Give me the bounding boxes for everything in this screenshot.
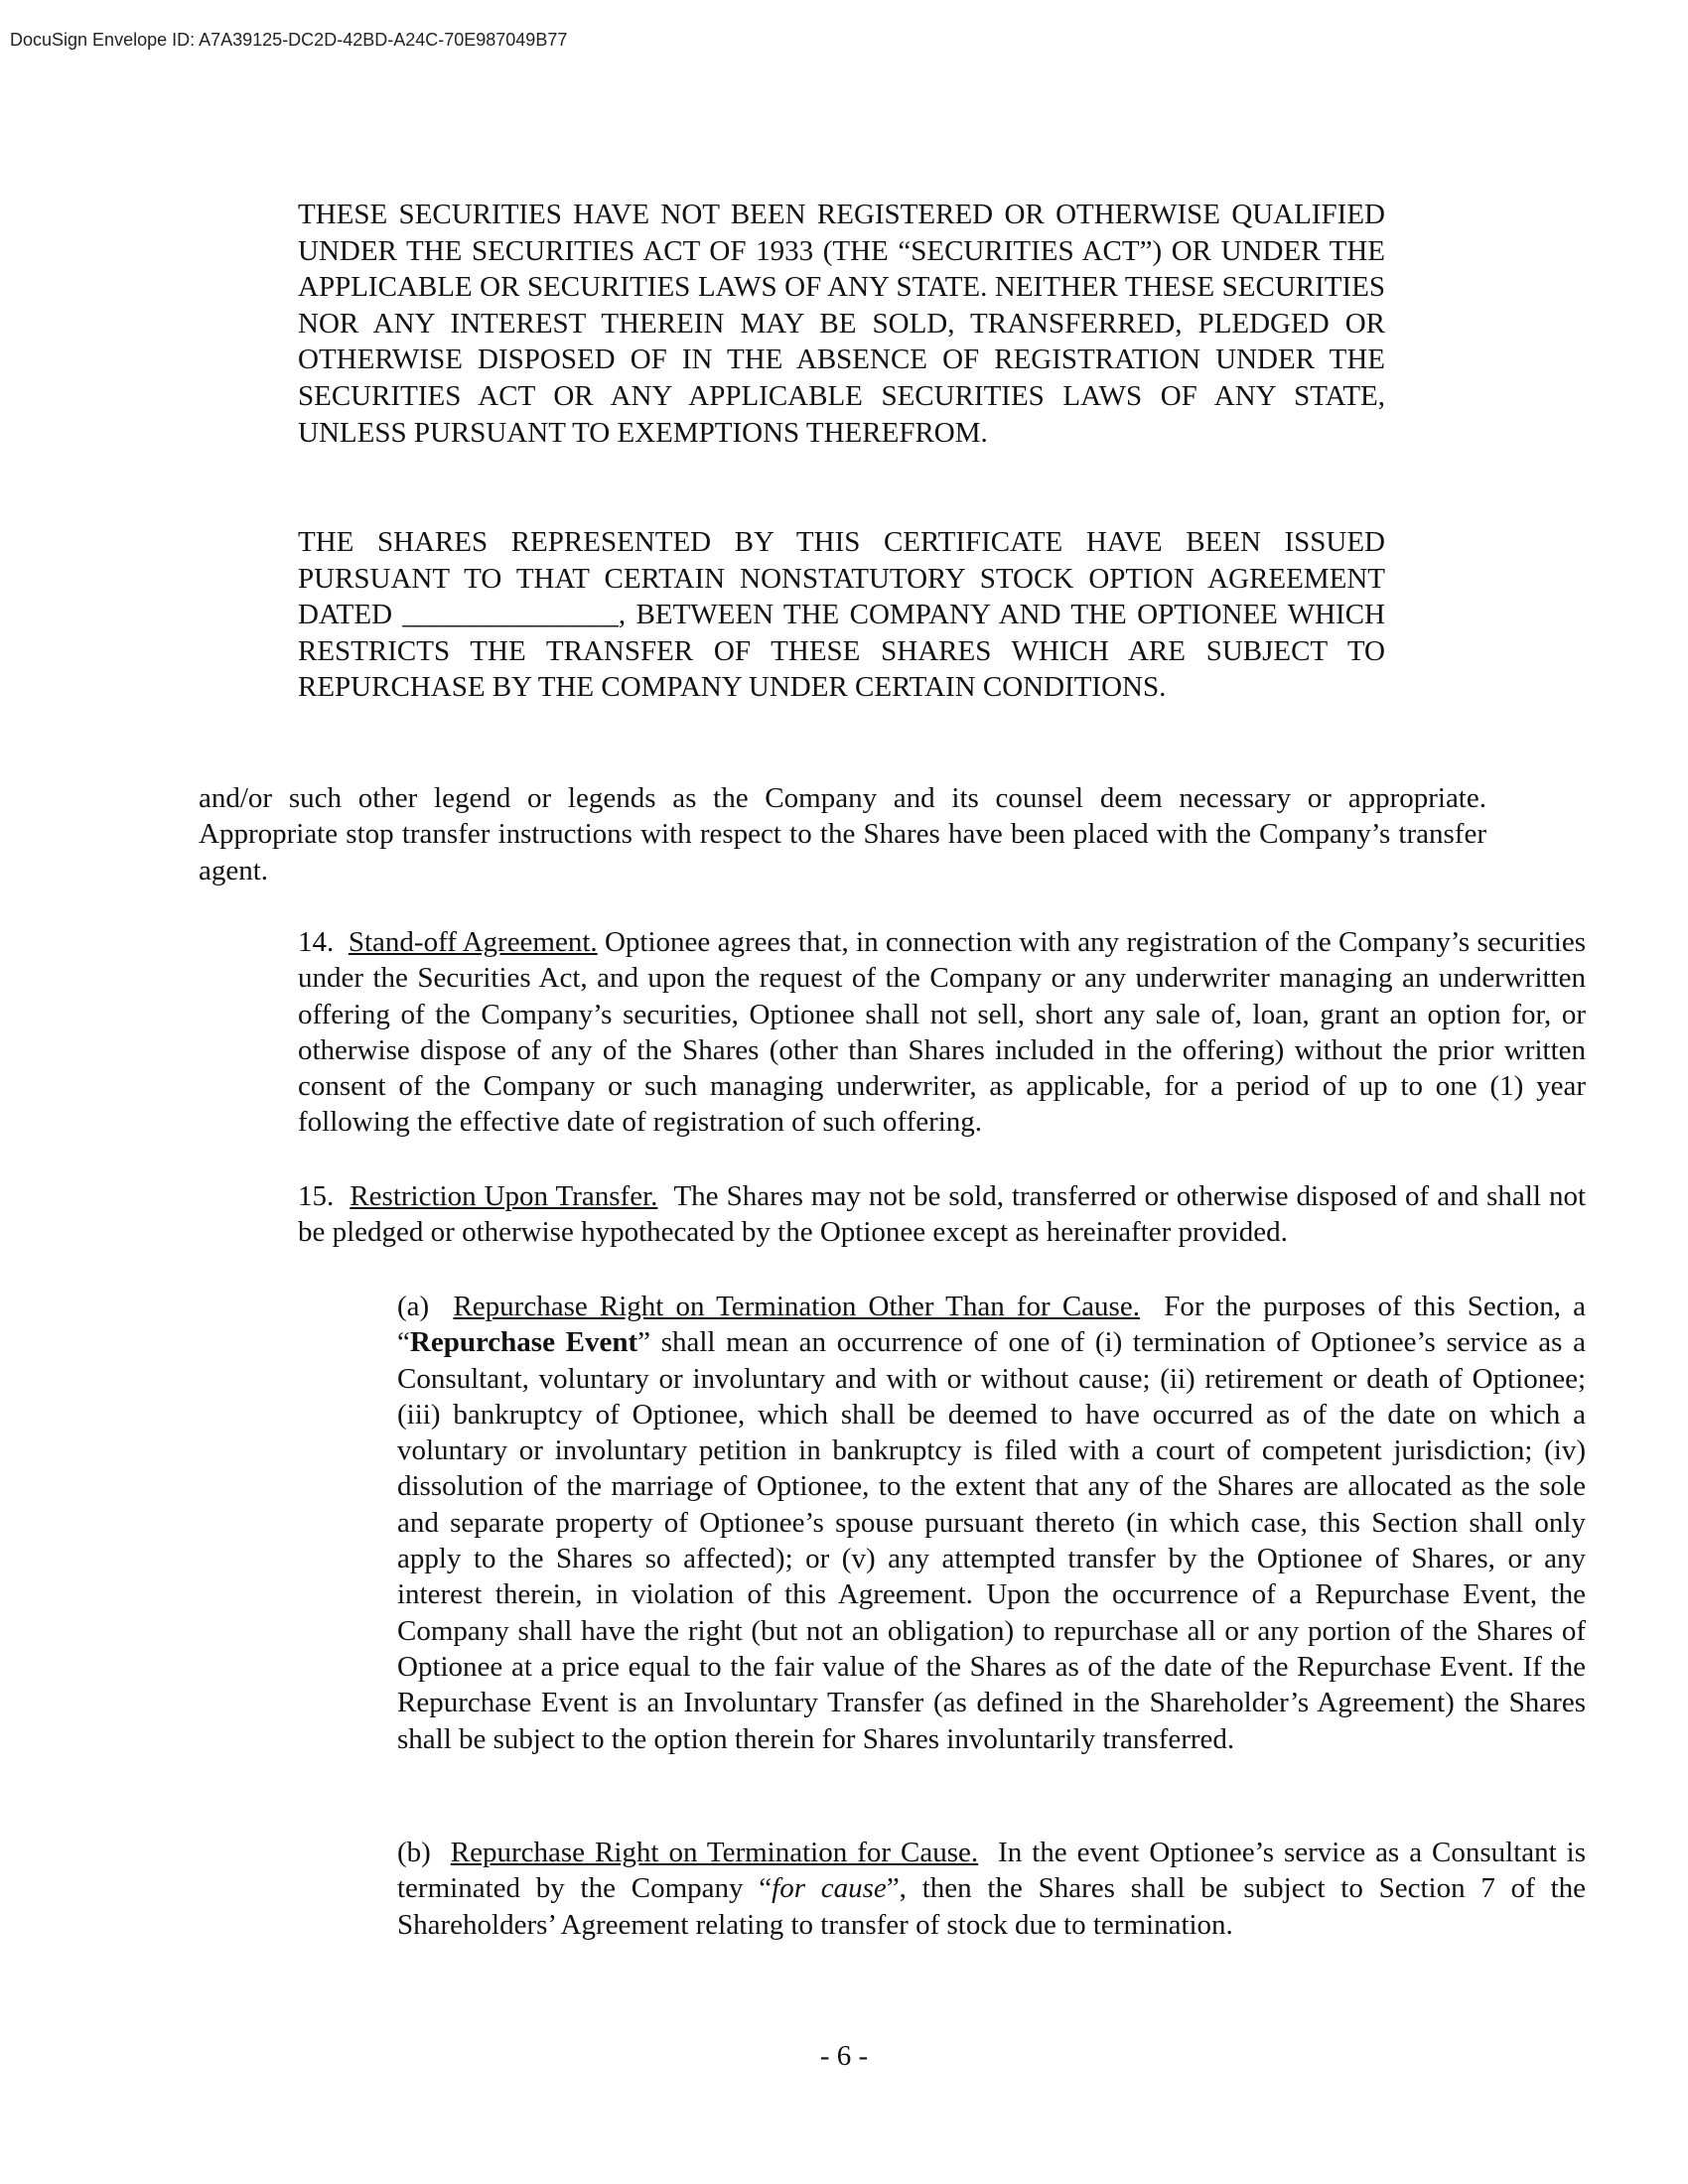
section-15b — [298, 1835, 1586, 1943]
section-15a-label: (a) — [397, 1291, 430, 1322]
section-15-heading: Restriction Upon Transfer. — [350, 1180, 658, 1212]
section-15-number: 15. — [298, 1180, 335, 1212]
section-14 — [199, 924, 1586, 1141]
section-15 — [199, 1178, 1586, 1251]
section-14-heading: Stand-off Agreement. — [348, 926, 598, 958]
section-15a — [298, 1289, 1586, 1757]
legend-followup-paragraph: and/or such other legend or legends as the Company and its counsel deem necessary or appropriate. Appropriate stop transfer instructions with respect to the Shares have been placed with the Company’s transfer agent. — [199, 782, 1486, 887]
for-cause-term: for cause — [772, 1872, 887, 1905]
section-15b-label: (b) — [397, 1837, 431, 1868]
section-14-text: Optionee agrees that, in connection with any registration of the Company’s securities under the Securities Act, and upon the request of the Company or any underwriter managing an underwritten offering of the Company’s securities, Optionee shall not sell, short any sale of, loan, grant an option for, or otherwise dispose of any of the Shares (other than Shares included in the offering) without the prior written consent of the Company or such managing underwriter, as applicable, for a period of up to one (1) year following the effective date of registration of such offering. — [298, 926, 1586, 1139]
shares-legend: THE SHARES REPRESENTED BY THIS CERTIFICATE HAVE BEEN ISSUED PURSUANT TO THAT CERTAIN NONSTATUTORY STOCK OPTION AGREEMENT DATED _______________, BETWEEN THE COMPANY AND THE OPTIONEE WHICH RESTRICTS THE TRANSFER OF THESE SHARES WHICH ARE SUBJECT TO REPURCHASE BY THE COMPANY UNDER CERTAIN CONDITIONS. — [298, 526, 1385, 704]
securities-legend: THESE SECURITIES HAVE NOT BEEN REGISTERED OR OTHERWISE QUALIFIED UNDER THE SECURITIES ACT OF 1933 (THE “SECURITIES ACT”) OR UNDER THE APPLICABLE OR SECURITIES LAWS OF ANY STATE. NEITHER THESE SECURITIES NOR ANY INTEREST THEREIN MAY BE SOLD, TRANSFERRED, PLEDGED OR OTHERWISE DISPOSED OF IN THE ABSENCE OF REGISTRATION UNDER THE SECURITIES ACT OR ANY APPLICABLE SECURITIES LAWS OF ANY STATE, UNLESS PURSUANT TO EXEMPTIONS THEREFROM. — [298, 199, 1385, 449]
section-15a-heading: Repurchase Right on Termination Other Than for Cause. — [453, 1291, 1140, 1322]
section-15a-text-1: For the purposes of this Section, a “ — [397, 1291, 1587, 1359]
page-number: - 6 - — [819, 2040, 869, 2072]
section-15a-text-2: ” shall mean an occurrence of one of (i) termination of Optionee’s service as a Consultant, voluntary or involuntary and with or without cause; (ii) retirement or death of Optionee; (iii) bankruptcy of Optionee, which shall be deemed to have occurred as of the date on which a voluntary or involuntary petition in bankruptcy is filed with a court of competent jurisdiction; (iv) dissolution of the marriage of Optionee, to the extent that any of the Shares are allocated as the sole and separate property of Optionee’s spouse pursuant thereto (in which case, this Section shall only apply to the Shares so affected); or (v) any attempted transfer by the Optionee of Shares, or any interest therein, in violation of this Agreement. Upon the occurrence of a Repurchase Event, the Company shall have the right (but not an obligation) to repurchase all or any portion of the Shares of Optionee at a price equal to the fair value of the Shares as of the date of the Repurchase Event. If the Repurchase Event is an Involuntary Transfer (as defined in the Shareholder’s Agreement) the Shares shall be subject to the option therein for Shares involuntarily transferred. — [397, 1326, 1586, 1755]
repurchase-event-term: Repurchase Event — [409, 1326, 638, 1359]
section-15-text: The Shares may not be sold, transferred or otherwise disposed of and shall not be pledged or otherwise hypothecated by the Optionee except as hereinafter provided. — [298, 1180, 1587, 1249]
envelope-id: DocuSign Envelope ID: A7A39125-DC2D-42BD-A24C-70E987049B77 — [10, 30, 568, 50]
section-15b-text-2: ”, then the Shares shall be subject to Section 7 of the Shareholders’ Agreement relating to transfer of stock due to termination. — [397, 1872, 1586, 1941]
section-15b-text-1: In the event Optionee’s service as a Consultant is terminated by the Company “ — [397, 1837, 1587, 1905]
section-15b-heading: Repurchase Right on Termination for Cause. — [450, 1837, 979, 1868]
section-14-number: 14. — [298, 926, 335, 958]
